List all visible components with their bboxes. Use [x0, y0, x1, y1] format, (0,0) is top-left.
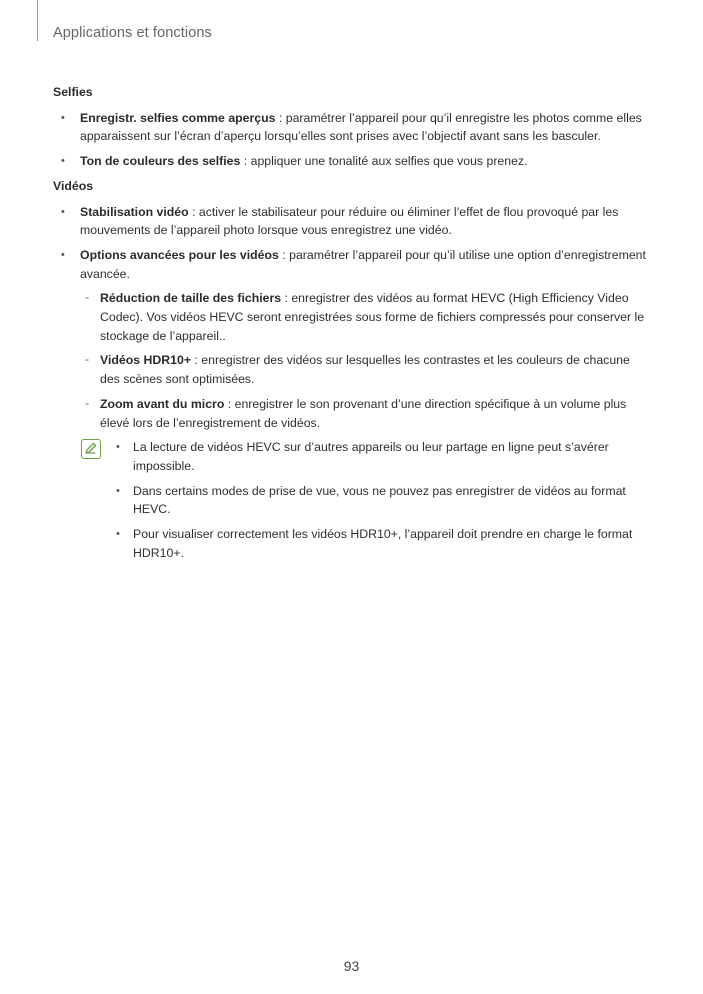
option-term: Enregistr. selfies comme aperçus [80, 110, 276, 125]
dash-icon: - [85, 290, 90, 305]
option-description: : enregistrer des vidéos sur lesquelles les contrastes et les couleurs de chacune des scènes sont optimisées. [100, 353, 630, 387]
page-content [53, 83, 653, 568]
sub-list-item [53, 289, 653, 345]
note-text: La lecture de vidéos HEVC sur d’autres appareils ou leur partage en ligne peut s’avérer impossible. [133, 440, 609, 473]
bullet-dot-icon: • [116, 484, 120, 497]
header-rule [37, 0, 38, 41]
list-item [53, 109, 653, 146]
option-description: : appliquer une tonalité aux selfies que vous prenez. [240, 154, 528, 169]
note-item [115, 525, 653, 562]
section-title-videos: Vidéos [53, 178, 94, 193]
note-item [115, 438, 653, 475]
option-term: Vidéos HDR10+ [100, 353, 192, 368]
note-item [115, 482, 653, 519]
option-description: : activer le stabilisateur pour réduire ou éliminer l’effet de flou provoqué par les mouvements de l’appareil photo lorsque vous enregistrez une vidéo. [80, 204, 619, 238]
page-number: 93 [343, 958, 360, 974]
bullet-dot-icon: • [61, 205, 65, 218]
note-block [53, 438, 653, 562]
bullet-dot-icon: • [61, 111, 65, 124]
bullet-dot-icon: • [116, 528, 120, 541]
option-term: Ton de couleurs des selfies [80, 154, 241, 169]
option-description: : paramétrer l’appareil pour qu’il utilise une option d’enregistrement avancée. [80, 247, 646, 281]
sub-list-item [53, 351, 653, 388]
note-text: Pour visualiser correctement les vidéos HDR10+, l’appareil doit prendre en charge le format HDR10+. [133, 527, 633, 560]
section-title-selfies: Selfies [53, 85, 93, 99]
option-term: Zoom avant du micro [100, 396, 225, 411]
option-description: : paramétrer l’appareil pour qu’il enregistre les photos comme elles apparaissent sur l’écran d’aperçu lorsqu’elles sont prises avec l’objectif avant sans les basculer. [80, 110, 642, 144]
bullet-dot-icon: • [61, 248, 65, 261]
running-header: Applications et fonctions [53, 25, 212, 41]
bullet-dot-icon: • [61, 155, 65, 168]
option-term: Réduction de taille des fichiers [100, 291, 282, 306]
option-term: Stabilisation vidéo [80, 204, 189, 219]
note-text: Dans certains modes de prise de vue, vous ne pouvez pas enregistrer de vidéos au format HEVC. [133, 483, 626, 517]
option-term: Options avancées pour les vidéos [80, 247, 279, 262]
bullet-dot-icon: • [116, 441, 120, 454]
option-description: : enregistrer des vidéos au format HEVC (High Efficiency Video Codec). Vos vidéos HEVC seront enregistrées sous forme de fichiers compressés pour conserver le stockage de l’appareil.. [100, 291, 645, 343]
dash-icon: - [85, 395, 90, 410]
sub-list-item [53, 395, 653, 432]
dash-icon: - [85, 352, 90, 367]
option-description: : enregistrer le son provenant d’une direction spécifique à un volume plus élevé lors de l’enregistrement de vidéos. [100, 396, 627, 430]
list-item [53, 246, 653, 283]
list-item [53, 203, 653, 240]
list-item [53, 152, 653, 171]
note-pencil-icon [81, 439, 101, 459]
